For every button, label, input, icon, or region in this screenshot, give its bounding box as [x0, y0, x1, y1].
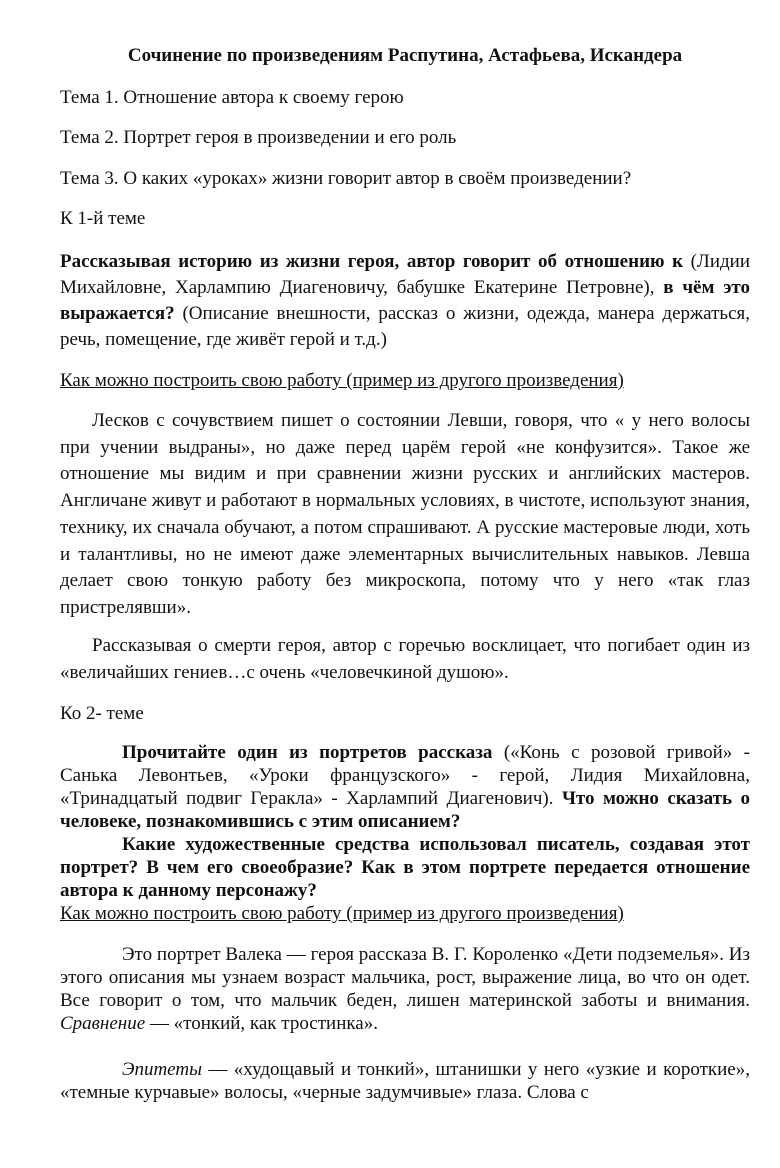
section-2-task-bold-1: Прочитайте один из портретов рассказа [122, 742, 493, 763]
document-title: Сочинение по произведениям Распутина, Астафьева, Искандера [127, 45, 683, 66]
section-1-task-bold-1: Рассказывая историю из жизни героя, автор говорит об отношению к [60, 251, 684, 272]
section-2-example-label: Как можно построить свою работу (пример из другого произведения) [60, 903, 624, 924]
section-2-task-text-1: («Конь с розовой гривой» - Санька Левонтьев, «Уроки французского» - герой, Лидия Михайловна, «Тринадцатый подвиг Геракла» - Харлампий Диагенович). [60, 742, 750, 809]
section-1-example-label: Как можно построить свою работу (пример из другого произведения) [60, 370, 624, 391]
topic-3: Тема 3. О каких «уроках» жизни говорит автор в своём произведении? [60, 168, 632, 189]
section-2-example-p1-tail: — «тонкий, как тростинка». [145, 1013, 378, 1034]
section-2-task-questions: Какие художественные средства использовал писатель, создавая этот портрет? В чем его своеобразие? Как в этом портрете передается отношение автора к данному персонажу? [60, 834, 750, 901]
section-1-heading: К 1-й теме [60, 208, 146, 229]
section-2-example-p2-italic: Эпитеты [122, 1059, 202, 1080]
section-2-example-paragraph-2 [60, 1058, 750, 1104]
topic-1: Тема 1. Отношение автора к своему герою [60, 87, 404, 108]
section-1-task-bold-2: в чём это выражается? [60, 277, 750, 324]
section-2-example-p1-text: Это портрет Валека — героя рассказа В. Г. Короленко «Дети подземелья». Из этого описания мы узнаем возраст мальчика, рост, выражение лица, во что он одет. Все говорит о том, что мальчик беден, лишен материнской заботы и внимания. [60, 944, 750, 1011]
section-2-example-p1-italic: Сравнение [60, 1013, 146, 1034]
topic-2: Тема 2. Портрет героя в произведении и его роль [60, 127, 457, 148]
section-1-task-text-2: (Описание внешности, рассказ о жизни, одежда, манера держаться, речь, помещение, где живёт герой и т.д.) [60, 303, 750, 350]
section-2-example-p2-text: — «худощавый и тонкий», штанишки у него «узкие и короткие», «темные курчавые» волосы, «черные задумчивые» глаза. Слова с [60, 1059, 750, 1103]
section-1-example-paragraph-2: Рассказывая о смерти героя, автор с горечью восклицает, что погибает один из «величайших гениев…с очень «человечкиной душою». [60, 635, 750, 683]
section-1-task-text-1: (Лидии Михайловне, Харлампию Диагеновичу, бабушке Екатерине Петровне), [60, 251, 750, 298]
section-2-example-paragraph-1 [60, 943, 750, 1035]
section-2-heading: Ко 2- теме [60, 703, 144, 724]
section-1-example-paragraph-1: Лесков с сочувствием пишет о состоянии Левши, говоря, что « у него волосы при учении выдраны», но даже перед царём герой «не конфузится». Такое же отношение мы видим и при сравнении жизни русских и английских мастеров. Англичане живут и работают в нормальных условиях, в чистоте, используют знания, технику, их сначала обучают, а потом спрашивают. А русские мастеровые люди, хоть и талантливы, но не имеют даже элементарных вычислительных навыков. Левша делает свою тонкую работу без микроскопа, потому что у него «так глаз пристрелявши». [60, 410, 750, 618]
section-1-task [60, 249, 750, 353]
section-2-task-bold-2: Что можно сказать о человеке, познакомившись с этим описанием? [60, 788, 750, 832]
section-2-task [60, 741, 750, 833]
